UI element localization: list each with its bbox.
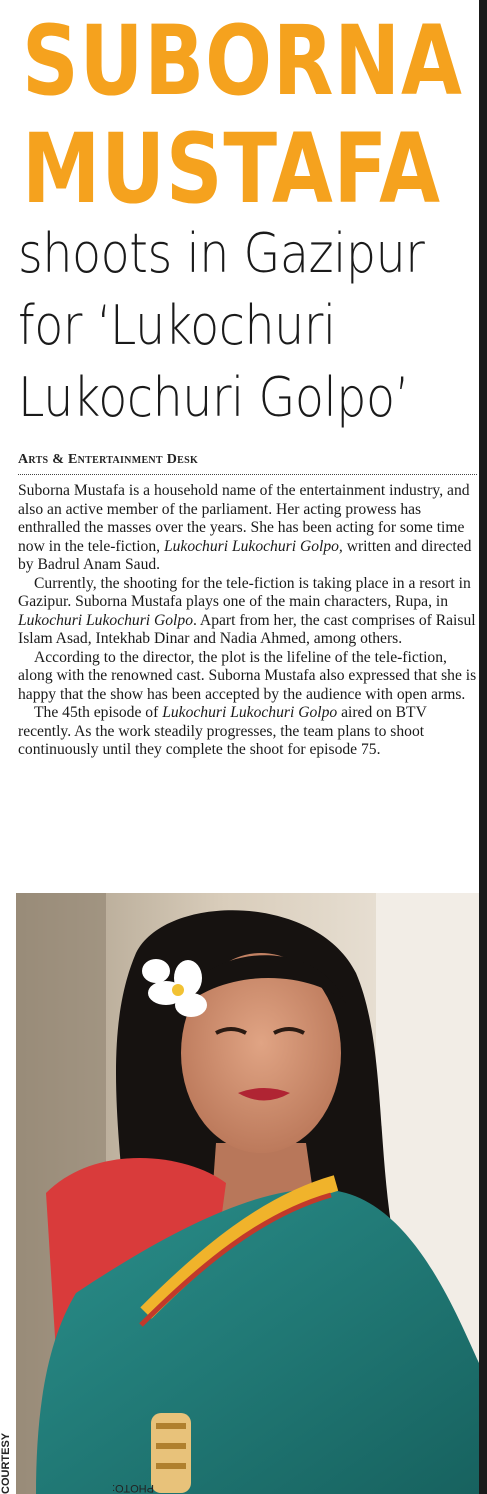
photo-credit-text — [0, 1432, 154, 1494]
show-title: Lukochuri Lukochuri Golpo — [18, 611, 193, 629]
headline-line-2: MUSTAFA — [22, 113, 441, 225]
paragraph-4-text-b: aired on BTV recently. As the work steadily progresses, the team plans to shoot continuously until they complete the shoot for episode 75. — [18, 704, 427, 758]
paragraph-1 — [18, 482, 480, 575]
byline-divider — [18, 474, 477, 475]
photo-credit-name: COURTESY — [0, 1432, 12, 1494]
paragraph-2-text-a: Currently, the shooting for the tele-fiction is taking place in a resort in Gazipur. Suborna Mustafa plays one of the main characters, Rupa, in — [18, 574, 471, 610]
subheadline-line-1: shoots in Gazipur — [18, 222, 425, 285]
paragraph-2 — [18, 575, 480, 649]
subheadline-line-3: Lukochuri Golpo’ — [18, 366, 410, 429]
show-title: Lukochuri Lukochuri Golpo, — [163, 537, 343, 555]
photo-credit — [0, 1340, 154, 1494]
page-edge-rule — [479, 0, 487, 1494]
headline-line-1: SUBORNA — [22, 5, 463, 117]
paragraph-1-text-b: written and directed by Badrul Anam Saud. — [18, 537, 472, 573]
bangles — [151, 1413, 191, 1493]
paragraph-3: According to the director, the plot is the lifeline of the tele-fiction, along with the renowned cast. Suborna Mustafa also expressed that she is happy that the show has been accepted by the audience with open arms. — [18, 648, 477, 703]
paragraph-4 — [18, 704, 480, 760]
paragraph-2-text-b: . Apart from her, the cast comprises of Raisul Islam Asad, Intekhab Dinar and Nadia Ahmed, among others. — [18, 611, 476, 647]
article-body — [18, 482, 480, 760]
portrait-illustration — [16, 893, 479, 1494]
subheadline-line-2: for ‘Lukochuri — [18, 294, 336, 357]
photo-credit-prefix: PHOTO: — [112, 1482, 154, 1494]
byline: Arts & Entertainment Desk — [18, 452, 199, 467]
portrait-photo — [16, 893, 479, 1494]
paragraph-4-text-a: The 45th episode of — [34, 704, 163, 721]
paragraph-1-text-a: Suborna Mustafa is a household name of the entertainment industry, and also an active member of the parliament. Her acting prowess has enthralled the masses over the years. She has been acting for some time now in the tele-fiction, — [18, 482, 470, 555]
show-title: Lukochuri Lukochuri Golpo — [162, 704, 338, 721]
